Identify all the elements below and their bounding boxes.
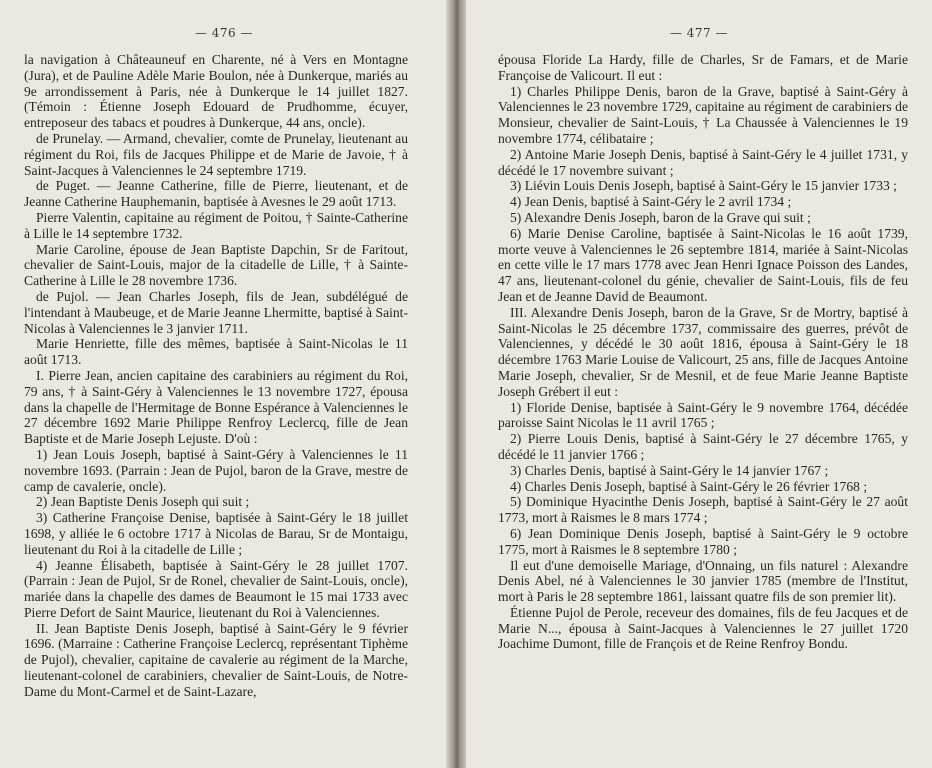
left-page-text (24, 52, 408, 700)
paragraph: Pierre Valentin, capitaine au régiment de Poitou, † Sainte-Catherine à Lille le 14 septembre 1732. (24, 209, 408, 241)
page-number-left: — 476 — (194, 26, 254, 40)
paragraph: 1) Charles Philippe Denis, baron de la Grave, baptisé à Saint-Géry à Valenciennes le 23 novembre 1729, capitaine au régiment de carabiniers de Monsieur, chevalier de Saint-Louis, † La Chaussée à Valenciennes le 19 novembre 1774, célibataire ; (498, 83, 908, 146)
paragraph: 3) Catherine Françoise Denise, baptisée à Saint-Géry le 18 juillet 1698, y alliée le 6 octobre 1717 à Nicolas de Barau, Sr de Montaigu, lieutenant du Roi à la citadelle de Lille ; (24, 510, 408, 557)
paragraph: 6) Marie Denise Caroline, baptisée à Saint-Nicolas le 16 août 1739, morte veuve à Valenciennes le 26 septembre 1814, mariée à Saint-Nicolas en cette ville le 17 mars 1778 avec Jean Henri Ignace Poisson des Landes, 47 ans, lieutenant-colonel du génie, chevalier de Saint-Louis, fils de feu Jean et de Jeanne David de Beaumont. (498, 225, 908, 304)
paragraph: Il eut d'une demoiselle Mariage, d'Onnaing, un fils naturel : Alexandre Denis Abel, né à Valenciennes le 30 janvier 1785 (membre de l'Institut, mort à Paris le 28 septembre 1861, laissant quatre fils de son premier lit). (498, 557, 908, 605)
paragraph: III. Alexandre Denis Joseph, baron de la Grave, Sr de Mortry, baptisé à Saint-Nicolas le 25 décembre 1737, commissaire des guerres, prévôt de Valenciennes, y décédé le 30 août 1816, épousa à Saint-Géry le 18 décembre 1763 Marie Louise de Valicourt, 25 ans, fille de Jacques Antoine Marie Joseph, chevalier, Sr de Mesnil, et de feue Marie Jeanne Baptiste Joseph Grébert il eut : (498, 304, 908, 399)
paragraph: I. Pierre Jean, ancien capitaine des carabiniers au régiment du Roi, 79 ans, † à Saint-Géry à Valenciennes le 13 novembre 1727, épousa dans la chapelle de l'Hermitage de Bonne Espérance à Valenciennes le 27 décembre 1692 Marie Philippe Renfroy Leclercq, fille de Jean Baptiste et de Marie Joseph Lejuste. D'où : (24, 367, 408, 447)
book-gutter (446, 0, 468, 768)
paragraph: II. Jean Baptiste Denis Joseph, baptisé à Saint-Géry le 9 février 1696. (Marraine : Catherine Françoise Leclercq, représentant Tiphème de Pujol), chevalier, capitaine de cavalerie au régiment de la Marche, lieutenant-colonel de carabiniers, chevalier de Saint-Louis, de Notre-Dame du Mont-Carmel et de Saint-Lazare, (24, 620, 408, 699)
paragraph: 4) Jeanne Élisabeth, baptisée à Saint-Géry le 28 juillet 1707. (Parrain : Jean de Pujol, Sr de Ronel, chevalier de Saint-Louis, oncle), mariée dans la chapelle des dames de Beaumont le 15 mai 1733 avec Pierre Defort de Saint Maurice, lieutenant du Roi à Valenciennes. (24, 557, 408, 620)
paragraph: 3) Liévin Louis Denis Joseph, baptisé à Saint-Géry le 15 janvier 1733 ; (510, 178, 897, 194)
left-page (0, 0, 448, 768)
paragraph: 2) Antoine Marie Joseph Denis, baptisé à Saint-Géry le 4 juillet 1731, y décédé le 17 novembre suivant ; (498, 146, 908, 178)
paragraph: 4) Charles Denis Joseph, baptisé à Saint-Géry le 26 février 1768 ; (510, 478, 868, 494)
paragraph: 5) Alexandre Denis Joseph, baron de la Grave qui suit ; (510, 209, 811, 225)
paragraph: Marie Henriette, fille des mêmes, baptisée à Saint-Nicolas le 11 août 1713. (24, 336, 408, 368)
paragraph: Étienne Pujol de Perole, receveur des domaines, fils de feu Jacques et de Marie N..., épousa à Saint-Jacques à Valenciennes le 27 juillet 1720 Joachime Dumont, fille de François et de Reine Renfroy Bondu. (498, 604, 908, 652)
paragraph: 5) Dominique Hyacinthe Denis Joseph, baptisé à Saint-Géry le 27 août 1773, mort à Raismes le 8 mars 1774 ; (498, 494, 908, 526)
right-page-text (498, 52, 908, 652)
paragraph: 6) Jean Dominique Denis Joseph, baptisé à Saint-Géry le 9 octobre 1775, mort à Raismes le 8 septembre 1780 ; (498, 525, 908, 557)
paragraph: de Pujol. — Jean Charles Joseph, fils de Jean, subdélégué de l'intendant à Maubeuge, et de Marie Jeanne Lhermitte, baptisé à Saint-Nicolas à Valenciennes le 3 janvier 1711. (24, 288, 408, 336)
paragraph: de Puget. — Jeanne Catherine, fille de Pierre, lieutenant, et de Jeanne Catherine Hauphemanin, baptisée à Avesnes le 29 août 1713. (24, 178, 408, 210)
paragraph: 1) Jean Louis Joseph, baptisé à Saint-Géry à Valenciennes le 11 novembre 1693. (Parrain : Jean de Pujol, baron de la Grave, mestre de camp de cavalerie, oncle). (24, 446, 408, 494)
paragraph: épousa Floride La Hardy, fille de Charles, Sr de Famars, et de Marie Françoise de Valicourt. Il eut : (498, 52, 908, 83)
paragraph: la navigation à Châteauneuf en Charente, né à Vers en Montagne (Jura), et de Pauline Adèle Marie Boulon, née à Dunkerque, mariés au 9e arrondissement à Paris, née à Dunkerque le 14 juillet 1827. (Témoin : Étienne Joseph Edouard de Prudhomme, écuyer, entreposeur des tabacs et poudres à Dunkerque, 44 ans, oncle). (24, 52, 408, 131)
paragraph: 2) Jean Baptiste Denis Joseph qui suit ; (36, 494, 250, 510)
paragraph: 2) Pierre Louis Denis, baptisé à Saint-Géry le 27 décembre 1765, y décédé le 11 janvier 1766 ; (498, 431, 908, 462)
paragraph: Marie Caroline, épouse de Jean Baptiste Dapchin, Sr de Faritout, chevalier de Saint-Louis, major de la citadelle de Lille, † à Sainte-Catherine à Lille le 28 novembre 1736. (24, 241, 408, 289)
paragraph: 3) Charles Denis, baptisé à Saint-Géry le 14 janvier 1767 ; (510, 462, 829, 478)
page-number-right: — 477 — (669, 26, 729, 40)
paragraph: de Prunelay. — Armand, chevalier, comte de Prunelay, lieutenant au régiment du Roi, fils de Jacques Philippe et de Marie de Javoie, † à Saint-Jacques à Valenciennes le 24 septembre 1719. (24, 130, 408, 178)
right-page (466, 0, 932, 768)
paragraph: 4) Jean Denis, baptisé à Saint-Géry le 2 avril 1734 ; (510, 194, 792, 210)
paragraph: 1) Floride Denise, baptisée à Saint-Géry le 9 novembre 1764, décédée paroisse Saint Nicolas le 11 avril 1765 ; (498, 399, 908, 431)
